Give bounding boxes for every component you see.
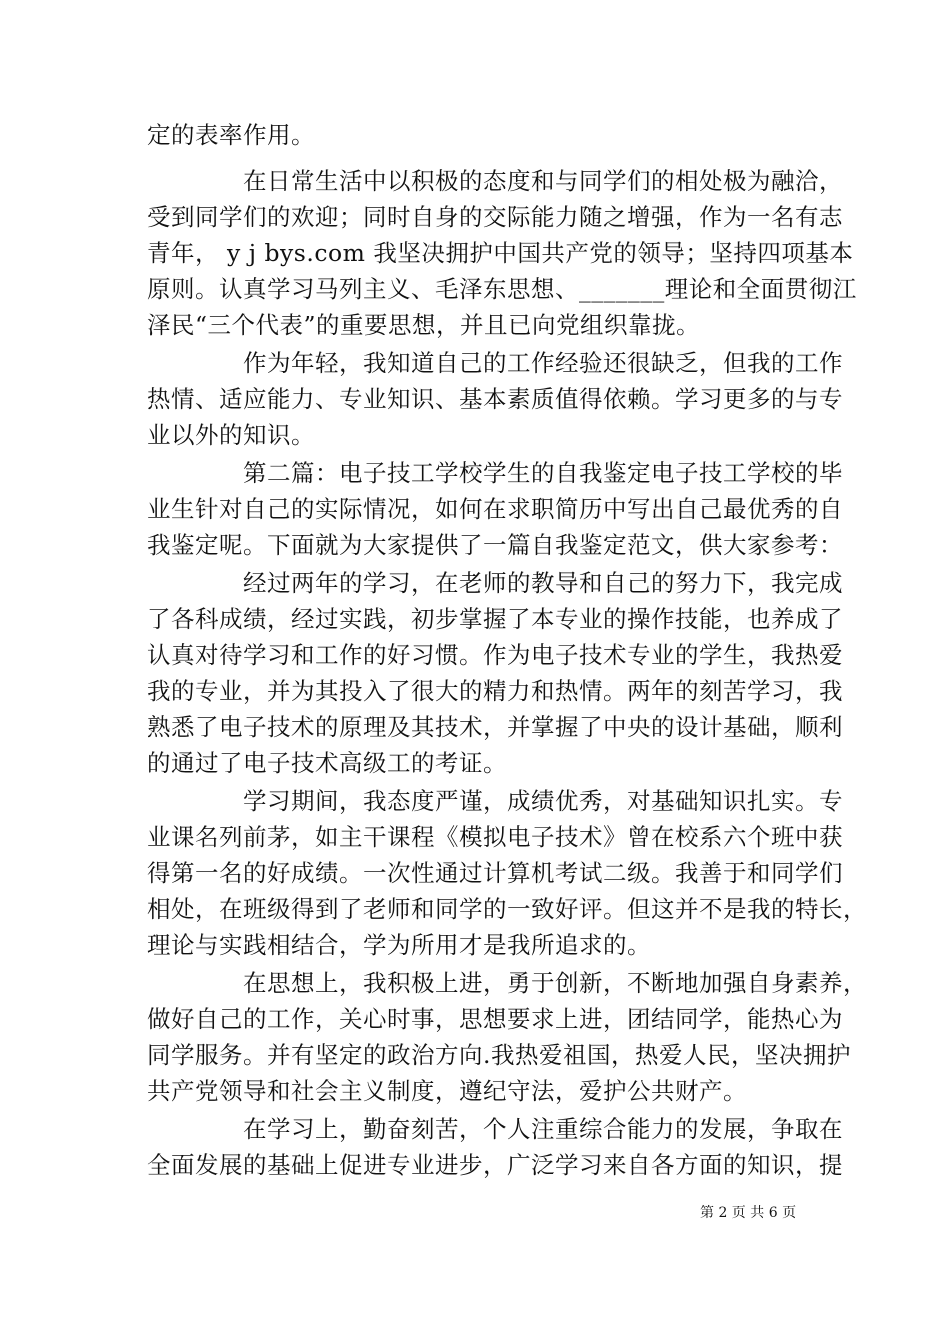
text-line: 的通过了电子技术高级工的考证。: [147, 749, 507, 777]
paragraph-start-line: 在日常生活中以积极的态度和与同学们的相处极为融洽，: [243, 167, 843, 195]
text-line: 受到同学们的欢迎；同时自身的交际能力随之增强，作为一名有志: [147, 203, 843, 231]
paragraph-start-line: 在思想上，我积极上进，勇于创新，不断地加强自身素养，: [243, 969, 867, 997]
text-line: 业以外的知识。: [147, 421, 315, 449]
text-line: 同学服务。并有坚定的政治方向.我热爱祖国，热爱人民，坚决拥护: [147, 1041, 851, 1069]
text-line: 共产党领导和社会主义制度，遵纪守法，爱护公共财产。: [147, 1077, 747, 1105]
text-line: 我鉴定呢。下面就为大家提供了一篇自我鉴定范文，供大家参考：: [147, 531, 843, 559]
text-line: 得第一名的好成绩。一次性通过计算机考试二级。我善于和同学们: [147, 859, 843, 887]
text-line: 全面发展的基础上促进专业进步，广泛学习来自各方面的知识，提: [147, 1151, 843, 1179]
paragraph-start-line: 经过两年的学习，在老师的教导和自己的努力下，我完成: [243, 569, 843, 597]
text-line: 热情、适应能力、专业知识、基本素质值得依赖。学习更多的与专: [147, 385, 843, 413]
text-line: 业生针对自己的实际情况，如何在求职简历中写出自己最优秀的自: [147, 495, 843, 523]
text-line: 原则。认真学习马列主义、毛泽东思想、_______理论和全面贯彻江: [147, 275, 857, 303]
text-line: 做好自己的工作，关心时事，思想要求上进，团结同学，能热心为: [147, 1005, 843, 1033]
paragraph-start-line: 第二篇：电子技工学校学生的自我鉴定电子技工学校的毕: [243, 459, 843, 487]
text-line: 定的表率作用。: [147, 121, 315, 149]
text-line: 认真对待学习和工作的好习惯。作为电子技术专业的学生，我热爱: [147, 641, 843, 669]
text-line: 相处，在班级得到了老师和同学的一致好评。但这并不是我的特长，: [147, 895, 867, 923]
text-line: 泽民“三个代表”的重要思想，并且已向党组织靠拢。: [147, 311, 701, 339]
text-line: 了各科成绩，经过实践，初步掌握了本专业的操作技能，也养成了: [147, 605, 843, 633]
text-line: 青年， y j bys.com 我坚决拥护中国共产党的领导；坚持四项基本: [147, 239, 854, 267]
text-line: 熟悉了电子技术的原理及其技术，并掌握了中央的设计基础，顺利: [147, 713, 843, 741]
paragraph-start-line: 作为年轻，我知道自己的工作经验还很缺乏，但我的工作: [243, 349, 843, 377]
text-line: 我的专业，并为其投入了很大的精力和热情。两年的刻苦学习，我: [147, 677, 843, 705]
paragraph-start-line: 在学习上，勤奋刻苦，个人注重综合能力的发展，争取在: [243, 1115, 843, 1143]
page-number-footer: 第 2 页 共 6 页: [700, 1205, 797, 1221]
paragraph-start-line: 学习期间，我态度严谨，成绩优秀，对基础知识扎实。专: [243, 787, 843, 815]
text-line: 业课名列前茅，如主干课程《模拟电子技术》曾在校系六个班中获: [147, 823, 843, 851]
text-line: 理论与实践相结合，学为所用才是我所追求的。: [147, 931, 651, 959]
